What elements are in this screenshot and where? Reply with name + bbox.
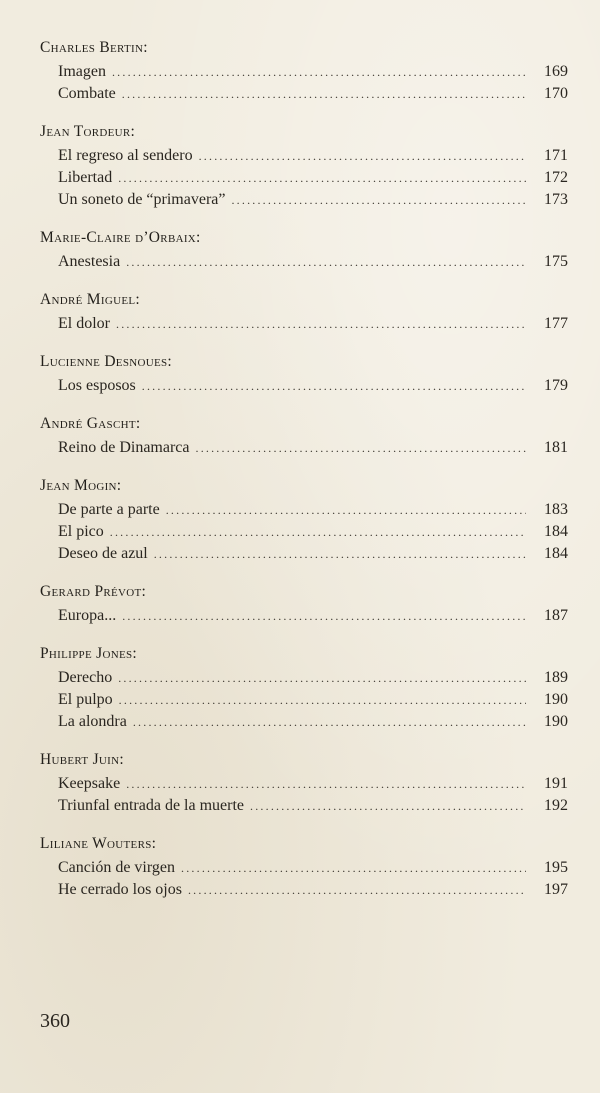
entry-title: Deseo de azul (58, 545, 148, 562)
author-block (40, 644, 568, 733)
page-number: 360 (40, 1010, 70, 1032)
entry-page-number: 177 (544, 315, 568, 332)
entry-page-number: 169 (544, 63, 568, 80)
entry-page-number: 184 (544, 523, 568, 540)
toc-entry (58, 795, 568, 817)
dot-leader (119, 690, 526, 711)
entry-page-number: 173 (544, 191, 568, 208)
dot-leader (116, 314, 526, 335)
dot-leader (142, 376, 526, 397)
toc-entry (58, 857, 568, 879)
table-of-contents (40, 38, 568, 918)
entry-page-number: 172 (544, 169, 568, 186)
toc-entry (58, 543, 568, 565)
author-name: Hubert Juin: (40, 751, 124, 768)
entry-title: El pico (58, 523, 104, 540)
entry-title: Derecho (58, 669, 113, 686)
entry-title: El pulpo (58, 691, 113, 708)
entry-title: Triunfal entrada de la muerte (58, 797, 245, 814)
toc-entry (58, 375, 568, 397)
dot-leader (122, 606, 526, 627)
author-block (40, 352, 568, 397)
author-name: Charles Bertin: (40, 39, 148, 56)
entry-list (40, 145, 568, 211)
entry-title: De parte a parte (58, 501, 160, 518)
dot-leader (112, 62, 526, 83)
author-name: Philippe Jones: (40, 645, 138, 662)
entry-page-number: 197 (544, 881, 568, 898)
entry-title: Anestesia (58, 253, 121, 270)
toc-entry (58, 145, 568, 167)
entry-list (40, 667, 568, 733)
dot-leader (133, 712, 526, 733)
author-name: Jean Mogin: (40, 477, 122, 494)
entry-page-number: 171 (544, 147, 568, 164)
entry-page-number: 183 (544, 501, 568, 518)
dot-leader (126, 774, 526, 795)
entry-list (40, 773, 568, 817)
toc-entry (58, 711, 568, 733)
dot-leader (154, 544, 526, 565)
entry-page-number: 170 (544, 85, 568, 102)
author-name: Lucienne Desnoues: (40, 353, 173, 370)
toc-entry (58, 189, 568, 211)
entry-list (40, 437, 568, 459)
author-name: Marie-Claire d’Orbaix: (40, 229, 201, 246)
entry-page-number: 175 (544, 253, 568, 270)
entry-page-number: 187 (544, 607, 568, 624)
entry-list (40, 499, 568, 565)
toc-entry (58, 313, 568, 335)
author-block (40, 834, 568, 901)
entry-title: Libertad (58, 169, 113, 186)
dot-leader (126, 252, 526, 273)
dot-leader (118, 168, 526, 189)
toc-entry (58, 605, 568, 627)
author-name: André Gascht: (40, 415, 141, 432)
toc-entry (58, 499, 568, 521)
entry-page-number: 195 (544, 859, 568, 876)
author-block (40, 38, 568, 105)
entry-page-number: 189 (544, 669, 568, 686)
entry-title: Un soneto de “primavera” (58, 191, 226, 208)
dot-leader (199, 146, 526, 167)
author-block (40, 414, 568, 459)
entry-title: La alondra (58, 713, 127, 730)
entry-list (40, 313, 568, 335)
entry-title: El regreso al sendero (58, 147, 193, 164)
dot-leader (166, 500, 526, 521)
entry-title: Reino de Dinamarca (58, 439, 190, 456)
entry-list (40, 605, 568, 627)
author-block (40, 290, 568, 335)
entry-title: Combate (58, 85, 116, 102)
author-name: Gerard Prévot: (40, 583, 147, 600)
toc-entry (58, 879, 568, 901)
dot-leader (250, 796, 526, 817)
toc-entry (58, 61, 568, 83)
dot-leader (188, 880, 526, 901)
entry-title: Europa... (58, 607, 117, 624)
toc-entry (58, 251, 568, 273)
author-block (40, 476, 568, 565)
entry-list (40, 857, 568, 901)
entry-page-number: 181 (544, 439, 568, 456)
toc-entry (58, 773, 568, 795)
dot-leader (231, 190, 526, 211)
entry-page-number: 179 (544, 377, 568, 394)
dot-leader (122, 84, 526, 105)
dot-leader (118, 668, 526, 689)
author-block (40, 228, 568, 273)
entry-page-number: 184 (544, 545, 568, 562)
entry-page-number: 192 (544, 797, 568, 814)
author-block (40, 582, 568, 627)
author-name: Liliane Wouters: (40, 835, 157, 852)
entry-list (40, 251, 568, 273)
toc-entry (58, 83, 568, 105)
entry-title: Canción de virgen (58, 859, 176, 876)
entry-list (40, 375, 568, 397)
toc-entry (58, 521, 568, 543)
author-name: Jean Tordeur: (40, 123, 136, 140)
dot-leader (196, 438, 527, 459)
author-block (40, 750, 568, 817)
toc-entry (58, 667, 568, 689)
entry-title: He cerrado los ojos (58, 881, 182, 898)
entry-page-number: 190 (544, 691, 568, 708)
dot-leader (110, 522, 526, 543)
entry-title: El dolor (58, 315, 110, 332)
dot-leader (181, 858, 526, 879)
entry-title: Los esposos (58, 377, 136, 394)
entry-title: Imagen (58, 63, 106, 80)
entry-page-number: 191 (544, 775, 568, 792)
entry-list (40, 61, 568, 105)
author-name: André Miguel: (40, 291, 140, 308)
toc-entry (58, 437, 568, 459)
toc-entry (58, 689, 568, 711)
entry-page-number: 190 (544, 713, 568, 730)
entry-title: Keepsake (58, 775, 121, 792)
author-block (40, 122, 568, 211)
toc-entry (58, 167, 568, 189)
